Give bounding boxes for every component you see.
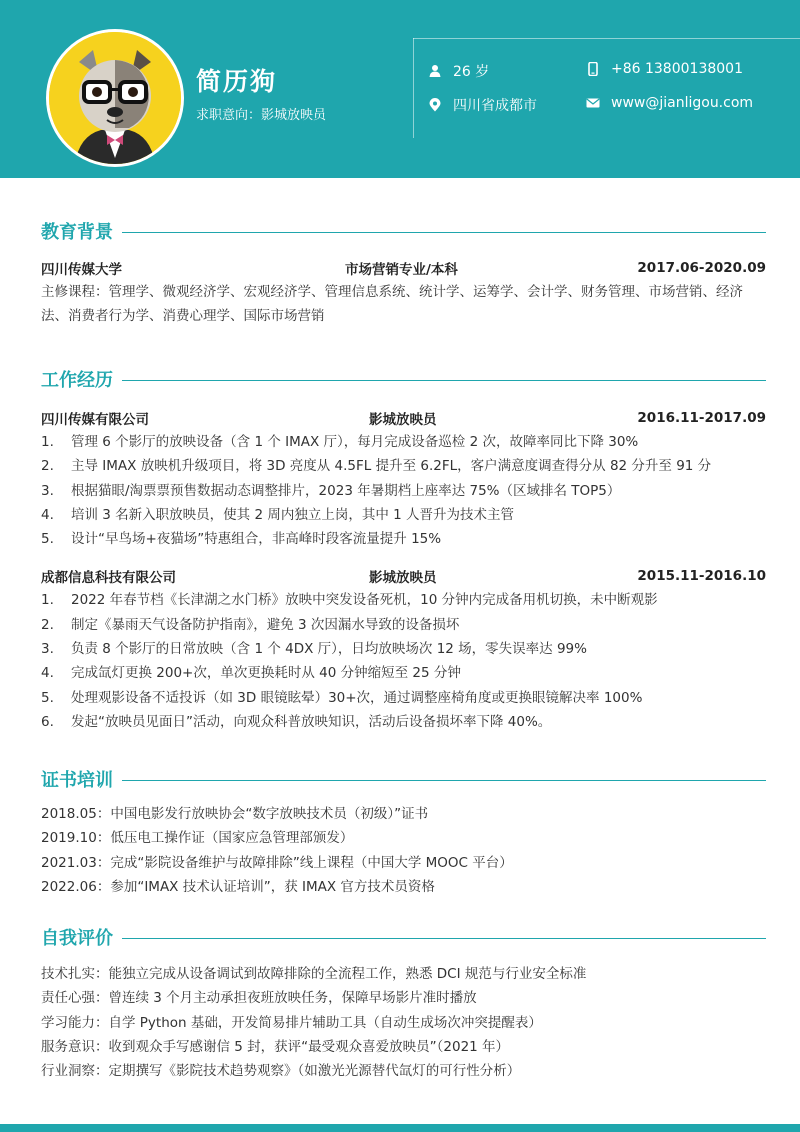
list-item: 责任心强：曾连续 3 个月主动承担夜班放映任务，保障早场影片准时播放 [41,990,477,1007]
work-title: 工作经历 [41,370,113,391]
list-item: 3. 负责 8 个影厅的日常放映（含 1 个 4DX 厅），日均放映场次 12 场，零失误率达 99% [41,641,587,658]
list-item: 2019.10：低压电工操作证（国家应急管理部颁发） [41,830,354,847]
school-name: 四川传媒大学 [41,262,122,278]
education-section [41,218,766,328]
section-header [41,218,766,244]
list-item: 学习能力：自学 Python 基础，开发简易排片辅助工具（自动生成场次冲突提醒表） [41,1014,542,1031]
section-divider [122,380,766,381]
list-item: 6. 发起“放映员见面日”活动，向观众科普放映知识，活动后设备损坏率下降 40%。 [41,713,552,730]
job-row [41,406,766,430]
job-period: 2015.11-2016.10 [637,568,766,585]
age-info [428,61,489,81]
job-row [41,564,766,588]
section-divider [122,780,766,781]
job-period: 2016.11-2017.09 [637,410,766,426]
mail-icon [586,96,600,110]
job-role: 影城放映员 [369,570,437,587]
job-duties-list [41,588,766,734]
email-info [586,95,753,111]
list-item: 2022.06：参加“IMAX 技术认证培训”，获 IMAX 官方技术员资格 [41,878,435,895]
list-item: 服务意识：收到观众手写感谢信 5 封，获评“最受观众喜爱放映员”（2021 年） [41,1038,510,1055]
work-section [41,366,766,734]
header-banner [0,0,800,178]
phone-icon [586,62,600,76]
section-divider [122,232,766,233]
location-text: 四川省成都市 [453,98,537,114]
list-item: 2. 主导 IMAX 放映机升级项目，将 3D 亮度从 4.5FL 提升至 6.2FL，客户满意度调查得分从 82 分升至 91 分 [41,458,712,475]
phone-info [586,61,743,77]
footer-bar [0,1124,800,1132]
self-eval-title: 自我评价 [41,928,113,949]
job-duties-list [41,430,766,551]
job-intent: 求职意向：影城放映员 [196,108,327,123]
header-divider [413,38,800,39]
candidate-name: 简历狗 [196,67,278,96]
education-title: 教育背景 [41,222,113,243]
list-item: 5. 处理观影设备不适投诉（如 3D 眼镜眩晕）30+次，通过调整座椅角度或更换眼镜解决率 100% [41,689,643,706]
email-text: www@jianligou.com [611,95,754,111]
list-item: 5. 设计“早鸟场+夜猫场”特惠组合，非高峰时段客流量提升 15% [41,531,442,548]
self-eval-section [41,924,766,1083]
list-item: 1. 管理 6 个影厅的放映设备（含 1 个 IMAX 厅），每月完成设备巡检 2 次，故障率同比下降 30% [41,434,639,450]
job-role: 影城放映员 [369,412,437,428]
company-name: 四川传媒有限公司 [41,412,149,428]
list-item: 4. 完成氙灯更换 200+次，单次更换耗时从 40 分钟缩短至 25 分钟 [41,665,461,682]
location-info [428,95,537,115]
courses-text: 主修课程：管理学、微观经济学、宏观经济学、管理信息系统、统计学、运筹学、会计学、财务管理、市场营销、经济法、消费者行为学、消费心理学、国际市场营销 [41,284,743,324]
major-name: 市场营销专业/本科 [345,262,458,278]
section-header [41,366,766,392]
age-text: 26 岁 [453,64,490,80]
list-item: 2021.03：完成“影院设备维护与故障排除”线上课程（中国大学 MOOC 平台） [41,854,513,871]
certs-section [41,766,766,899]
certs-list [41,802,766,899]
list-item: 4. 培训 3 名新入职放映员，使其 2 周内独立上岗，其中 1 人晋升为技术主管 [41,506,515,523]
list-item: 2. 制定《暴雨天气设备防护指南》，避免 3 次因漏水导致的设备损坏 [41,616,460,633]
section-header [41,766,766,792]
self-eval-list [41,962,766,1083]
list-item: 2018.05：中国电影发行放映协会“数字放映技术员（初级）”证书 [41,806,429,822]
person-icon [428,64,442,78]
avatar [46,29,184,167]
list-item: 技术扎实：能独立完成从设备调试到故障排除的全流程工作，熟悉 DCI 规范与行业安全标准 [41,966,587,982]
education-period: 2017.06-2020.09 [637,260,766,276]
list-item: 行业洞察：定期撰写《影院技术趋势观察》（如激光光源替代氙灯的可行性分析） [41,1063,521,1080]
list-item: 1. 2022 年春节档《长津湖之水门桥》放映中突发设备死机，10 分钟内完成备用机切换，未中断观影 [41,592,658,609]
location-pin-icon [428,98,442,112]
list-item: 3. 根据猫眼/淘票票预售数据动态调整排片，2023 年暑期档上座率达 75%（区域排名 TOP5） [41,482,621,499]
phone-text: +86 13800138001 [611,61,743,77]
company-name: 成都信息科技有限公司 [41,570,176,587]
certs-title: 证书培训 [41,770,113,791]
section-divider [122,938,766,939]
dog-avatar-icon [49,32,181,164]
education-row [41,256,766,280]
section-header [41,924,766,950]
header-divider-vertical [413,38,414,138]
